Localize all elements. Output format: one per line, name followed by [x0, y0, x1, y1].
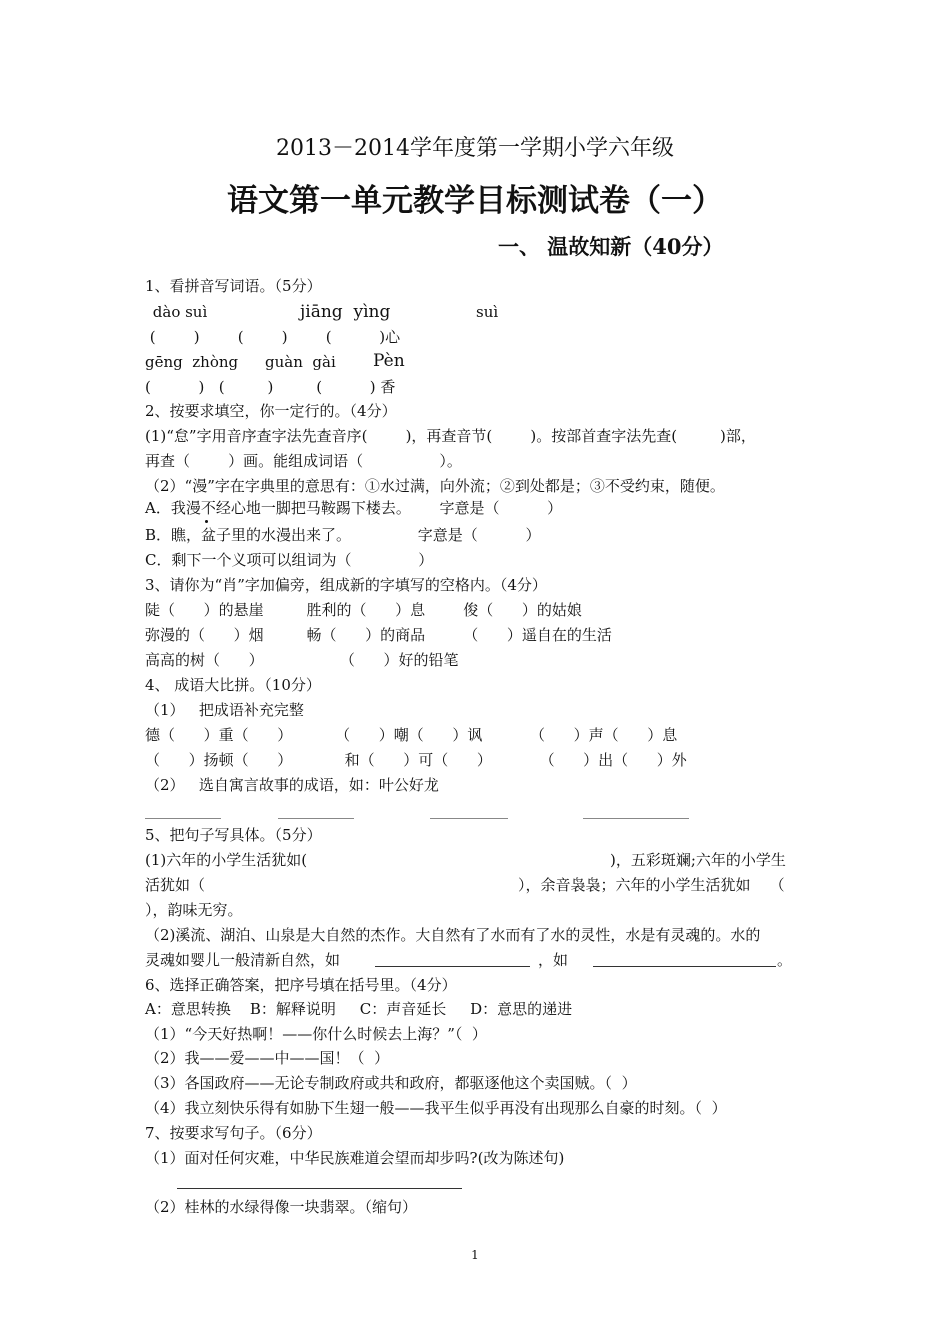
- question-6-item-3: （3）各国政府——无论专制政府或共和政府，都驱逐他这个卖国贼。（ ）: [145, 1074, 637, 1092]
- question-3-line-3: 高高的树（ ） （ ）好的铅笔: [145, 651, 459, 669]
- question-5-line-2a: 活犹如（: [145, 876, 206, 894]
- question-4-title: 4、 成语大比拼。（10分）: [145, 676, 321, 694]
- question-2-title: 2、按要求填空，你一定行的。（4分）: [145, 402, 397, 420]
- question-4-part-2: （2） 选自寓言故事的成语，如：叶公好龙: [145, 776, 439, 794]
- answer-line[interactable]: [177, 1188, 462, 1189]
- question-5-line-1b: )，五彩斑斓;六年的小学生: [610, 851, 786, 869]
- question-7-item-2: （2）桂林的水绿得像一块翡翠。（缩句）: [145, 1198, 418, 1216]
- answer-line[interactable]: [583, 818, 689, 819]
- question-6-item-4: （4）我立刻快乐得有如胁下生翅一般——我平生似乎再没有出现那么自豪的时刻。（ ）: [145, 1099, 727, 1117]
- question-5-title: 5、把句子写具体。（5分）: [145, 826, 322, 844]
- question-2-option-a: A．我漫不经心地一脚把马鞍踢下楼去。 字意是（ ）: [145, 499, 563, 517]
- question-6-title: 6、选择正确答案，把序号填在括号里。（4分）: [145, 976, 457, 994]
- question-7-title: 7、按要求写句子。（6分）: [145, 1124, 322, 1142]
- question-5-line-5b: ，如: [538, 951, 569, 969]
- question-4-line-2: （ ）扬顿（ ） 和（ ）可（ ） （ ）出（ ）外: [145, 751, 687, 769]
- pinyin-sui: suì: [476, 303, 499, 321]
- pinyin-daosui: dào suì: [148, 303, 208, 321]
- question-5-line-5a: 灵魂如婴儿一般清新自然，如: [145, 951, 341, 969]
- answer-line[interactable]: [278, 818, 354, 819]
- question-3-line-1: 陡（ ）的悬崖 胜利的（ ）息 俊（ ）的姑娘: [145, 601, 582, 619]
- question-6-options: A：意思转换 B：解释说明 C：声音延长 D：意思的递进: [145, 1000, 573, 1018]
- answer-line[interactable]: [375, 966, 530, 967]
- question-7-item-1: （1）面对任何灾难，中华民族难道会望而却步吗?(改为陈述句): [145, 1149, 565, 1167]
- question-3-line-2: 弥漫的（ ）烟 畅（ ）的商品 （ ）遥自在的生活: [145, 626, 612, 644]
- question-5-line-2b: ），余音袅袅；六年的小学生活犹如 （: [518, 876, 785, 894]
- question-5-line-5c: 。: [777, 951, 793, 969]
- question-2-option-b: B．瞧，盆子里的水漫出来了。 字意是（ ）: [145, 526, 541, 544]
- question-2-option-c: C．剩下一个义项可以组词为（ ）: [145, 551, 434, 569]
- question-2-line-2: 再查（ ）画。能组成词语（ ）。: [145, 452, 462, 470]
- question-5-line-1a: (1)六年的小学生活犹如(: [145, 851, 308, 869]
- question-5-line-3: ），韵味无穷。: [145, 901, 243, 919]
- exam-title: 语文第一单元教学目标测试卷（一）: [227, 183, 723, 219]
- answer-blanks-row-1[interactable]: ( ) ( ) ( )心: [145, 328, 401, 346]
- emphasis-dot: [205, 520, 208, 523]
- pinyin-jiangying: jiāng yìng: [300, 302, 391, 322]
- question-2-line-1: (1)“怠”字用音序查字法先查音序( )，再查音节( )。按部首查字法先查( )部，: [145, 427, 756, 445]
- pinyin-pen: Pèn: [373, 351, 405, 371]
- pinyin-gengzhong: gēng zhòng: [145, 353, 239, 371]
- question-6-item-1: （1）“今天好热啊！——你什么时候去上海？”（ ）: [145, 1025, 487, 1043]
- answer-line[interactable]: [430, 818, 508, 819]
- question-4-line-1: 德（ ）重（ ） （ ）嘲（ ）讽 （ ）声（ ）息: [145, 726, 678, 744]
- page-number: 1: [471, 1248, 479, 1262]
- answer-line[interactable]: [145, 818, 221, 819]
- question-5-line-4: （2)溪流、湖泊、山泉是大自然的杰作。大自然有了水而有了水的灵性，水是有灵魂的。水的: [145, 926, 761, 944]
- question-2-line-3: （2）“漫”字在字典里的意思有：①水过满，向外流；②到处都是；③不受约束，随便。: [145, 477, 725, 495]
- answer-line[interactable]: [593, 966, 776, 967]
- question-6-item-2: （2）我——爱——中——国！（ ）: [145, 1049, 390, 1067]
- section-heading: 一、 温故知新（40分）: [498, 234, 724, 259]
- question-4-part-1: （1） 把成语补充完整: [145, 701, 304, 719]
- question-3-title: 3、请你为“肖”字加偏旁，组成新的字填写的空格内。（4分）: [145, 576, 547, 594]
- answer-blanks-row-2[interactable]: ( ) ( ) ( ) 香: [145, 378, 396, 396]
- question-1-title: 1、看拼音写词语。（5分）: [145, 277, 322, 295]
- pinyin-guangai: guàn gài: [265, 353, 336, 371]
- exam-subtitle: 2013－2014学年度第一学期小学六年级: [276, 136, 674, 161]
